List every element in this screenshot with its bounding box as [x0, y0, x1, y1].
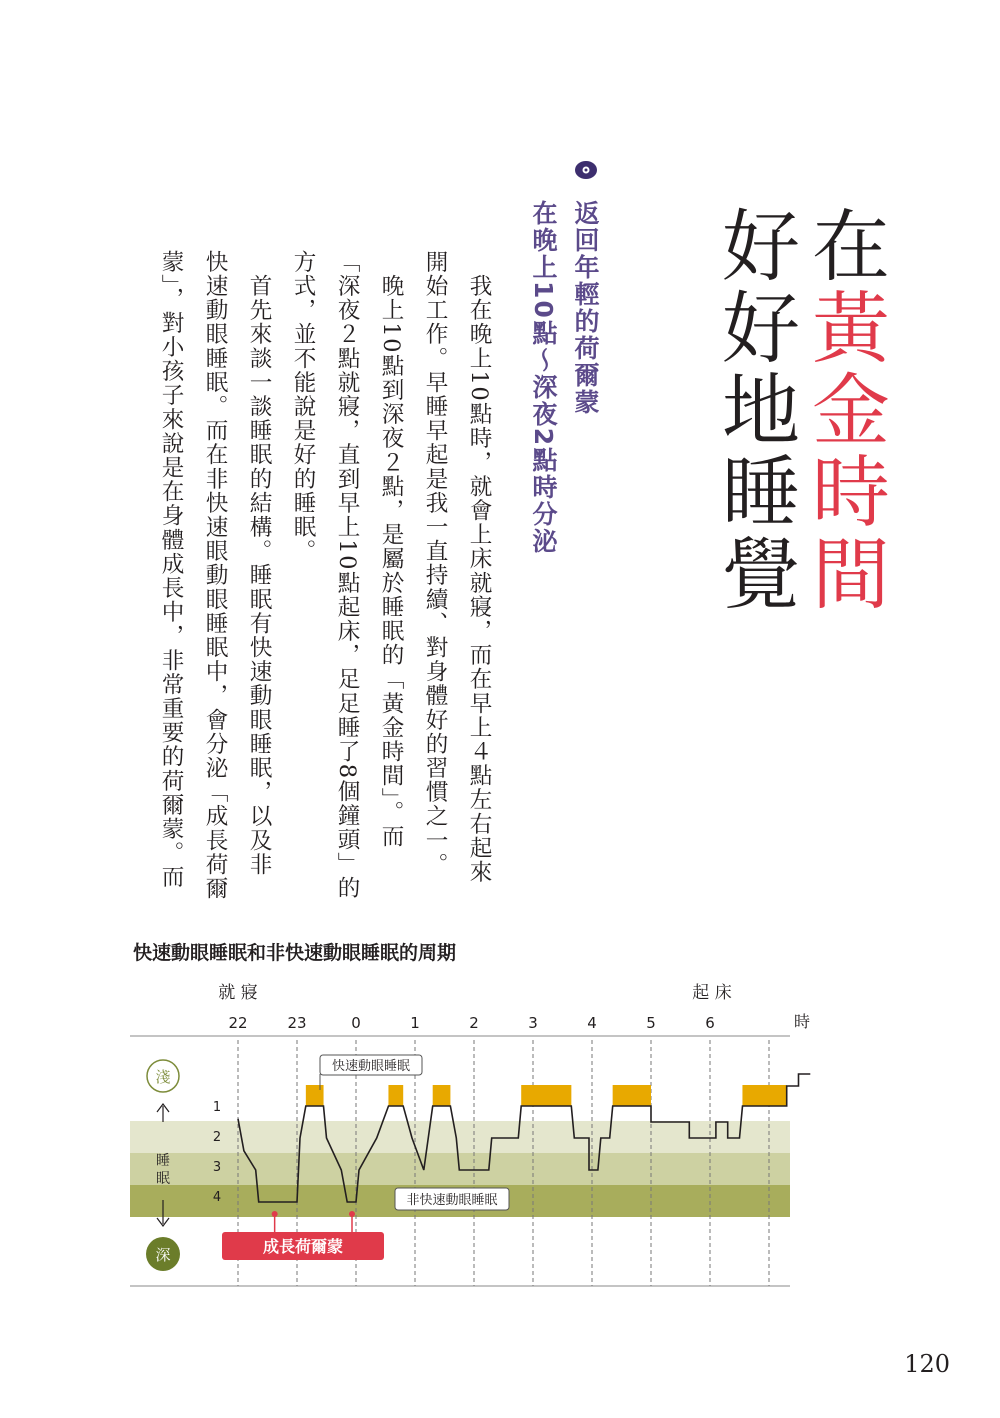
- body-column-3: 晚上10點到深夜２點，是屬於睡眠的「黃金時間」。而: [378, 250, 404, 849]
- rem-period-bar: [742, 1085, 786, 1106]
- body-column-8: 蒙」，對小孩子來說是在身體成長中，非常重要的荷爾蒙。而: [158, 250, 184, 890]
- body-column-5: 方式，並不能說是好的睡眠。: [290, 250, 316, 564]
- nrem-callout-label: 非快速動眼睡眠: [406, 1193, 498, 1208]
- subtitle-line-1: 返回年輕的荷爾蒙: [571, 200, 600, 416]
- hour-tick-label: 1: [410, 1014, 420, 1032]
- rem-period-bar: [521, 1085, 571, 1106]
- hour-tick-label: 6: [705, 1014, 715, 1032]
- body-column-7: 快速動眼睡眠。而在非快速眼動眼睡眠中，會分泌「成長荷爾: [202, 250, 228, 901]
- rem-period-bar: [613, 1085, 651, 1106]
- title-highlight: 黃金時間: [799, 287, 889, 615]
- body-column-6: 首先來談一談睡眠的結構。睡眠有快速動眼睡眠，以及非: [246, 250, 272, 877]
- depth-band-2: [130, 1121, 790, 1153]
- level-tick-label: 3: [212, 1160, 222, 1175]
- shallow-label: 淺: [155, 1068, 171, 1086]
- hour-tick-label: 4: [587, 1014, 597, 1032]
- body-column-1: 我在晚上10點時，就會上床就寢，而在早上４點左右起來: [466, 250, 492, 885]
- hour-tick-label: 22: [228, 1014, 248, 1032]
- chart-title: 快速動眼睡眠和非快速動眼睡眠的周期: [133, 942, 457, 964]
- rem-period-bar: [433, 1085, 451, 1106]
- bedtime-label: 就 寢: [218, 983, 258, 1003]
- growth-hormone-label: 成長荷爾蒙: [262, 1237, 344, 1256]
- hour-tick-label: 0: [351, 1014, 361, 1032]
- deep-label: 深: [155, 1246, 171, 1264]
- level-tick-label: 2: [212, 1130, 222, 1145]
- level-tick-label: 4: [212, 1190, 222, 1205]
- axis-label-2: 眠: [156, 1171, 170, 1187]
- hour-tick-label: 5: [646, 1014, 656, 1032]
- page-number: 120: [904, 1350, 950, 1378]
- rem-callout-label: 快速動眼睡眠: [331, 1059, 411, 1074]
- body-column-4: 「深夜２點就寢，直到早上10點起床，足足睡了8個鐘頭」的: [334, 250, 360, 901]
- hour-tick-label: 23: [287, 1014, 307, 1032]
- hour-unit-label: 時: [793, 1012, 811, 1031]
- rem-period-bar: [306, 1085, 324, 1106]
- hour-tick-label: 2: [469, 1014, 479, 1032]
- body-column-2: 開始工作。早睡早起是我一直持續、對身體好的習慣之一。: [422, 250, 448, 877]
- growth-hormone-dot-left: [272, 1211, 278, 1217]
- rem-period-bar: [388, 1085, 403, 1106]
- hour-tick-label: 3: [528, 1014, 538, 1032]
- title-part-1: 在: [799, 205, 889, 287]
- subtitle-line-2: 在晚上10點～深夜2點時分泌: [529, 200, 558, 556]
- page-title-line-2: 好好地睡覺: [709, 205, 799, 615]
- axis-label-1: 睡: [156, 1153, 170, 1169]
- growth-hormone-dot-right: [349, 1211, 355, 1217]
- wake-label: 起 床: [692, 983, 732, 1003]
- level-tick-label: 1: [212, 1100, 222, 1115]
